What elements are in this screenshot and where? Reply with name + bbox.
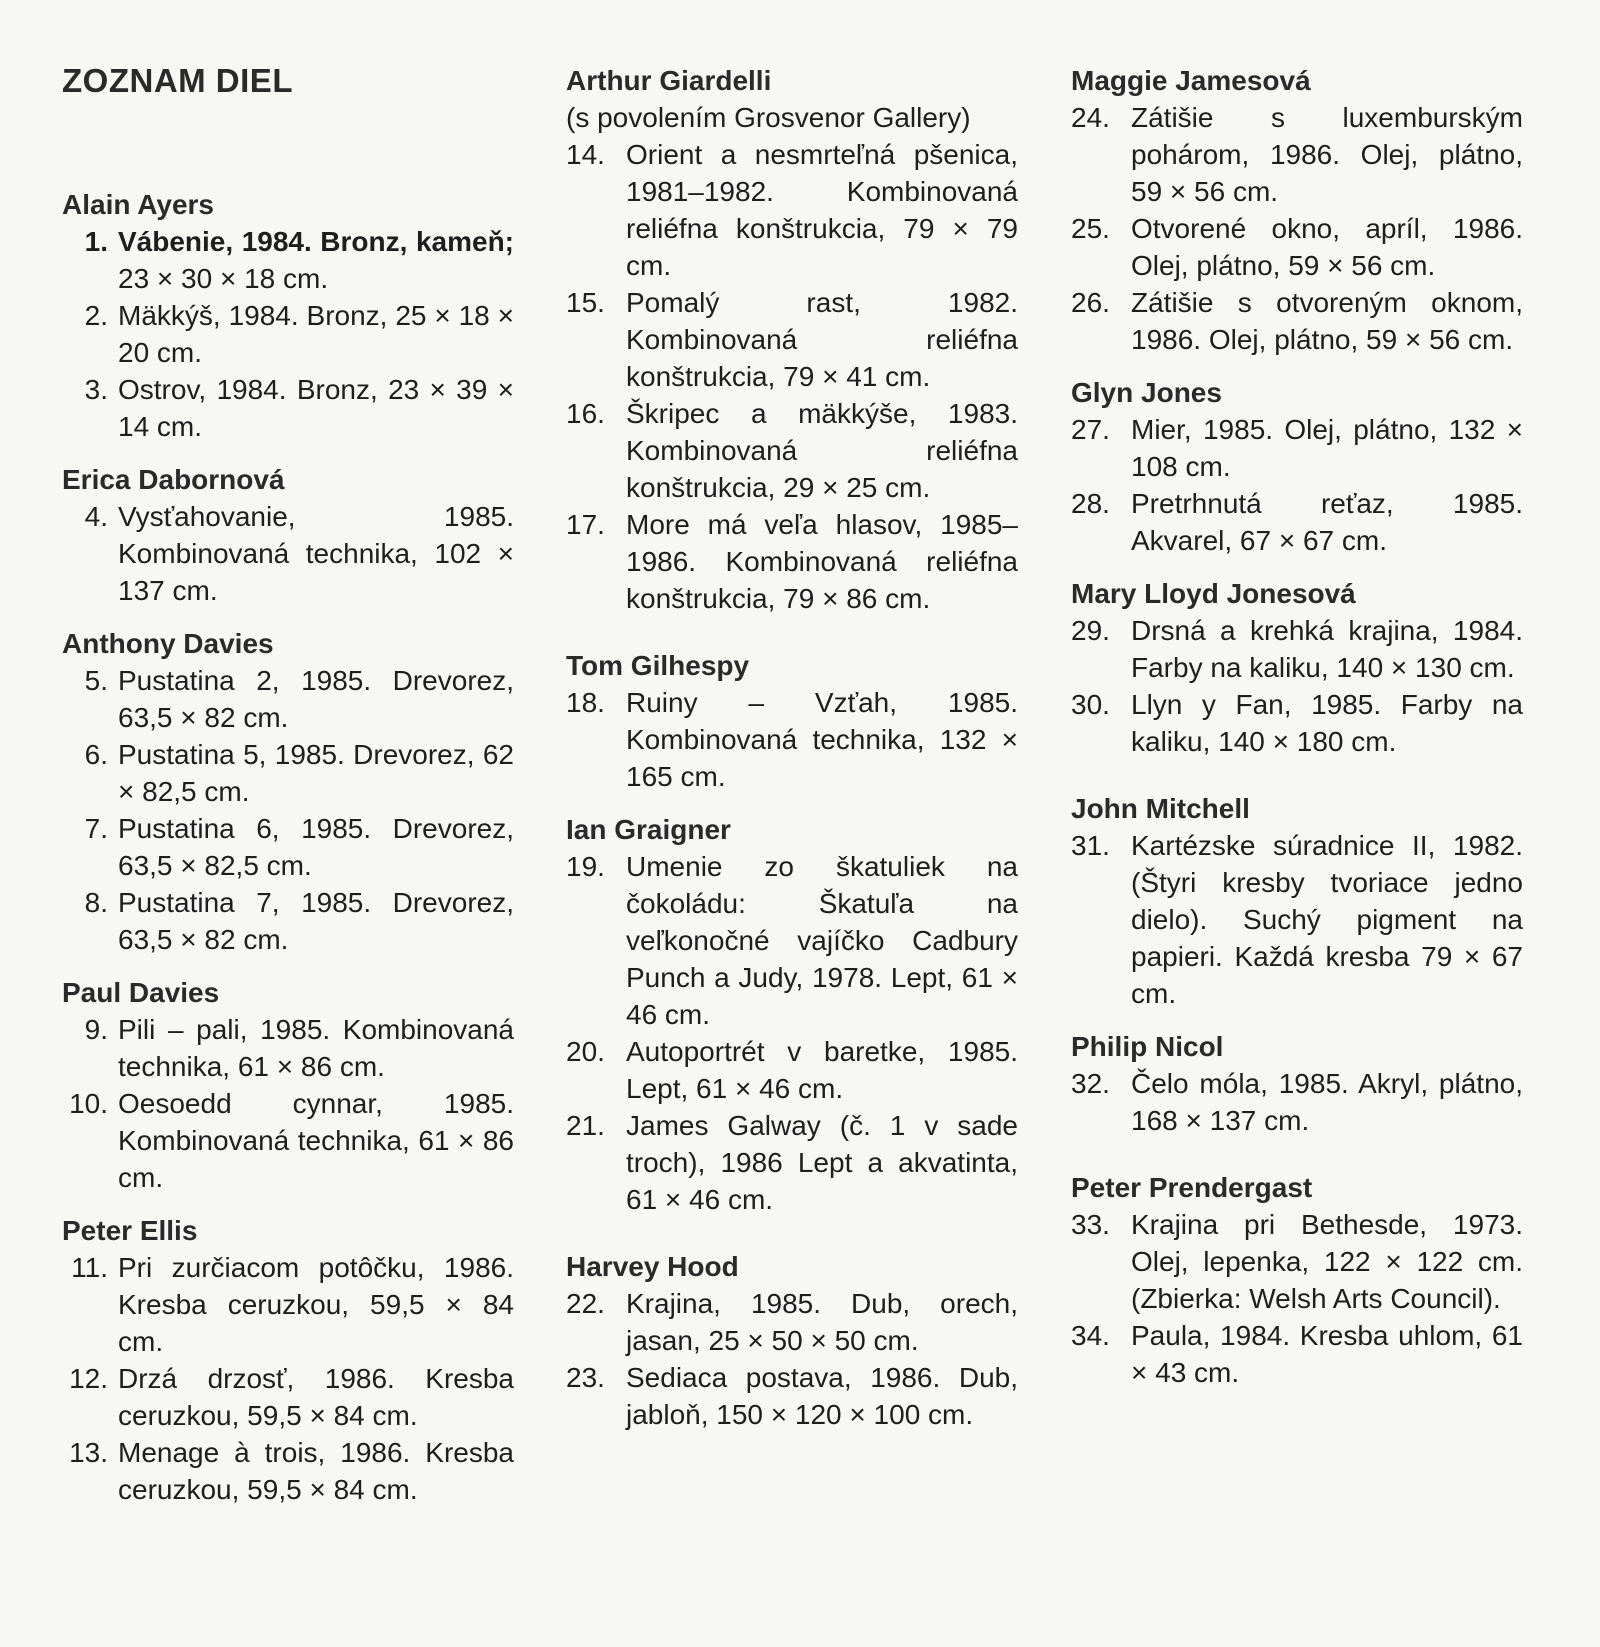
work-number: 22. [566,1288,605,1319]
work-description: Pili – pali, 1985. Kombinovaná technika, 61 × 86 cm. [118,1014,514,1082]
artist-section [62,186,514,445]
work-number: 19. [566,851,605,882]
work-number: 33. [1071,1209,1110,1240]
work-item [62,371,514,445]
work-description: Menage à trois, 1986. Kresba ceruzkou, 59,5 × 84 cm. [118,1437,514,1505]
artist-name: Peter Prendergast [1071,1172,1313,1203]
work-description: Orient a nesmrteľná pšenica, 1981–1982. Kombinovaná reliéfna konštrukcia, 79 × 79 cm. [626,139,1018,281]
work-description: Pomalý rast, 1982. Kombinovaná reliéfna konštrukcia, 79 × 41 cm. [626,287,1018,392]
artist-section [566,811,1018,1218]
work-description: Autoportrét v baretke, 1985. Lept, 61 × 46 cm. [626,1036,1018,1104]
artist-name: Arthur Giardelli [566,65,772,96]
work-item [62,297,514,371]
artist-name: Glyn Jones [1071,377,1222,408]
work-item [1071,1206,1523,1317]
work-description: Drsná a krehká krajina, 1984. Farby na kaliku, 140 × 130 cm. [1131,615,1523,683]
work-number: 21. [566,1110,605,1141]
work-number: 32. [1071,1068,1110,1099]
work-number: 12. [69,1363,108,1394]
artist-section [566,62,1018,617]
work-item [62,1249,514,1360]
page-title: ZOZNAM DIEL [62,62,293,99]
work-number: 26. [1071,287,1110,318]
artist-name: Peter Ellis [62,1215,198,1246]
work-item [566,848,1018,1033]
work-description: Pustatina 5, 1985. Drevorez, 62 × 82,5 cm. [118,739,514,807]
work-item [566,395,1018,506]
work-description: Sediaca postava, 1986. Dub, jabloň, 150 × 120 × 100 cm. [626,1362,1018,1430]
artist-name: Ian Graigner [566,814,731,845]
artist-section [1071,575,1523,760]
work-description: Pustatina 6, 1985. Drevorez, 63,5 × 82,5 cm. [118,813,514,881]
work-item [566,1285,1018,1359]
work-description: Krajina, 1985. Dub, orech, jasan, 25 × 50 × 50 cm. [626,1288,1018,1356]
work-number: 4. [84,501,108,532]
work-description: Oesoedd cynnar, 1985. Kombinovaná technika, 61 × 86 cm. [118,1088,514,1193]
work-description: Čelo móla, 1985. Akryl, plátno, 168 × 137 cm. [1131,1068,1523,1136]
work-item [566,1359,1018,1433]
work-item [1071,210,1523,284]
work-number: 30. [1071,689,1110,720]
work-item [1071,1065,1523,1139]
work-number: 7. [84,813,108,844]
work-item [62,1434,514,1508]
work-number: 1. [84,226,108,257]
work-description: Zátišie s luxemburským pohárom, 1986. Olej, plátno, 59 × 56 cm. [1131,102,1523,207]
work-number: 24. [1071,102,1110,133]
column-1 [62,62,514,1524]
work-item [566,284,1018,395]
work-description: Pri zurčiacom potôčku, 1986. Kresba ceruzkou, 59,5 × 84 cm. [118,1252,514,1357]
work-description: Vysťahovanie, 1985. Kombinovaná technika, 102 × 137 cm. [118,501,514,606]
work-description: Drzá drzosť, 1986. Kresba ceruzkou, 59,5 × 84 cm. [118,1363,514,1431]
work-number: 2. [84,300,108,331]
artist-name: Philip Nicol [1071,1031,1224,1062]
work-number: 8. [84,887,108,918]
work-item [1071,827,1523,1012]
work-item [1071,1317,1523,1391]
artist-section [62,974,514,1196]
work-description: Ostrov, 1984. Bronz, 23 × 39 × 14 cm. [118,374,514,442]
work-item [1071,485,1523,559]
work-item [566,684,1018,795]
work-item [1071,99,1523,210]
work-description: Paula, 1984. Kresba uhlom, 61 × 43 cm. [1131,1320,1523,1388]
work-description: Kartézske súradnice II, 1982. (Štyri kresby tvoriace jedno dielo). Suchý pigment na papieri. Každá kresba 79 × 67 cm. [1131,830,1523,1009]
work-item [566,136,1018,284]
work-item [1071,686,1523,760]
artist-name: Tom Gilhespy [566,650,750,681]
work-number: 13. [69,1437,108,1468]
work-description: More má veľa hlasov, 1985–1986. Kombinovaná reliéfna konštrukcia, 79 × 86 cm. [626,509,1018,614]
work-number: 31. [1071,830,1110,861]
work-number: 28. [1071,488,1110,519]
work-description: Pustatina 7, 1985. Drevorez, 63,5 × 82 cm. [118,887,514,955]
work-item [62,810,514,884]
column-3 [1071,62,1523,1407]
work-description: Otvorené okno, apríl, 1986. Olej, plátno, 59 × 56 cm. [1131,213,1523,281]
work-number: 14. [566,139,605,170]
work-item [62,1011,514,1085]
work-item [62,736,514,810]
artist-name: Maggie Jamesová [1071,65,1311,96]
work-description: Pustatina 2, 1985. Drevorez, 63,5 × 82 cm. [118,665,514,733]
work-number: 34. [1071,1320,1110,1351]
work-description: Ruiny – Vzťah, 1985. Kombinovaná technika, 132 × 165 cm. [626,687,1018,792]
work-item [566,506,1018,617]
column-2 [566,62,1018,1449]
work-number: 25. [1071,213,1110,244]
artist-note: (s povolením Grosvenor Gallery) [566,102,971,133]
artist-name: Alain Ayers [62,189,214,220]
work-description: Umenie zo škatuliek na čokoládu: Škatuľa na veľkonočné vajíčko Cadbury Punch a Judy, 1978. Lept, 61 × 46 cm. [626,851,1018,1030]
work-item [62,662,514,736]
work-number: 9. [84,1014,108,1045]
work-item [1071,284,1523,358]
work-number: 16. [566,398,605,429]
artist-section [566,1248,1018,1433]
artist-section [1071,374,1523,559]
work-number: 3. [84,374,108,405]
artist-section [62,625,514,958]
work-number: 23. [566,1362,605,1393]
work-description: Mier, 1985. Olej, plátno, 132 × 108 cm. [1131,414,1523,482]
work-number: 17. [566,509,605,540]
work-description: Krajina pri Bethesde, 1973. Olej, lepenka, 122 × 122 cm. (Zbierka: Welsh Arts Council). [1131,1209,1523,1314]
work-number: 11. [71,1252,108,1283]
artist-name: Paul Davies [62,977,220,1008]
artist-name: John Mitchell [1071,793,1250,824]
artist-name: Mary Lloyd Jonesová [1071,578,1356,609]
work-description: Llyn y Fan, 1985. Farby na kaliku, 140 × 180 cm. [1131,689,1523,757]
work-item [62,223,514,297]
artist-section [62,461,514,609]
work-item [1071,612,1523,686]
work-item [566,1107,1018,1218]
work-detail: 23 × 30 × 18 cm. [118,263,329,294]
work-item [62,884,514,958]
work-item [566,1033,1018,1107]
artist-section [1071,790,1523,1012]
artist-section [566,647,1018,795]
work-number: 5. [84,665,108,696]
work-item [1071,411,1523,485]
work-number: 20. [566,1036,605,1067]
work-description: Škripec a mäkkýše, 1983. Kombinovaná reliéfna konštrukcia, 29 × 25 cm. [626,398,1018,503]
artist-name: Anthony Davies [62,628,274,659]
artist-section [1071,62,1523,358]
work-item [62,498,514,609]
work-number: 6. [84,739,108,770]
work-title-bold: Vábenie, 1984. Bronz, kameň; [118,226,514,257]
work-number: 15. [566,287,605,318]
work-item [62,1085,514,1196]
work-description: Mäkkýš, 1984. Bronz, 25 × 18 × 20 cm. [118,300,514,368]
work-description: James Galway (č. 1 v sade troch), 1986 Lept a akvatinta, 61 × 46 cm. [626,1110,1018,1215]
work-number: 18. [566,687,605,718]
work-number: 27. [1071,414,1110,445]
artist-name: Erica Dabornová [62,464,285,495]
artist-section [1071,1169,1523,1391]
artist-section [1071,1028,1523,1139]
work-number: 29. [1071,615,1110,646]
artist-name: Harvey Hood [566,1251,739,1282]
artist-section [62,1212,514,1508]
work-item [62,1360,514,1434]
work-number: 10. [69,1088,108,1119]
work-description [118,223,514,297]
work-description: Zátišie s otvoreným oknom, 1986. Olej, plátno, 59 × 56 cm. [1131,287,1523,355]
work-description: Pretrhnutá reťaz, 1985. Akvarel, 67 × 67 cm. [1131,488,1523,556]
